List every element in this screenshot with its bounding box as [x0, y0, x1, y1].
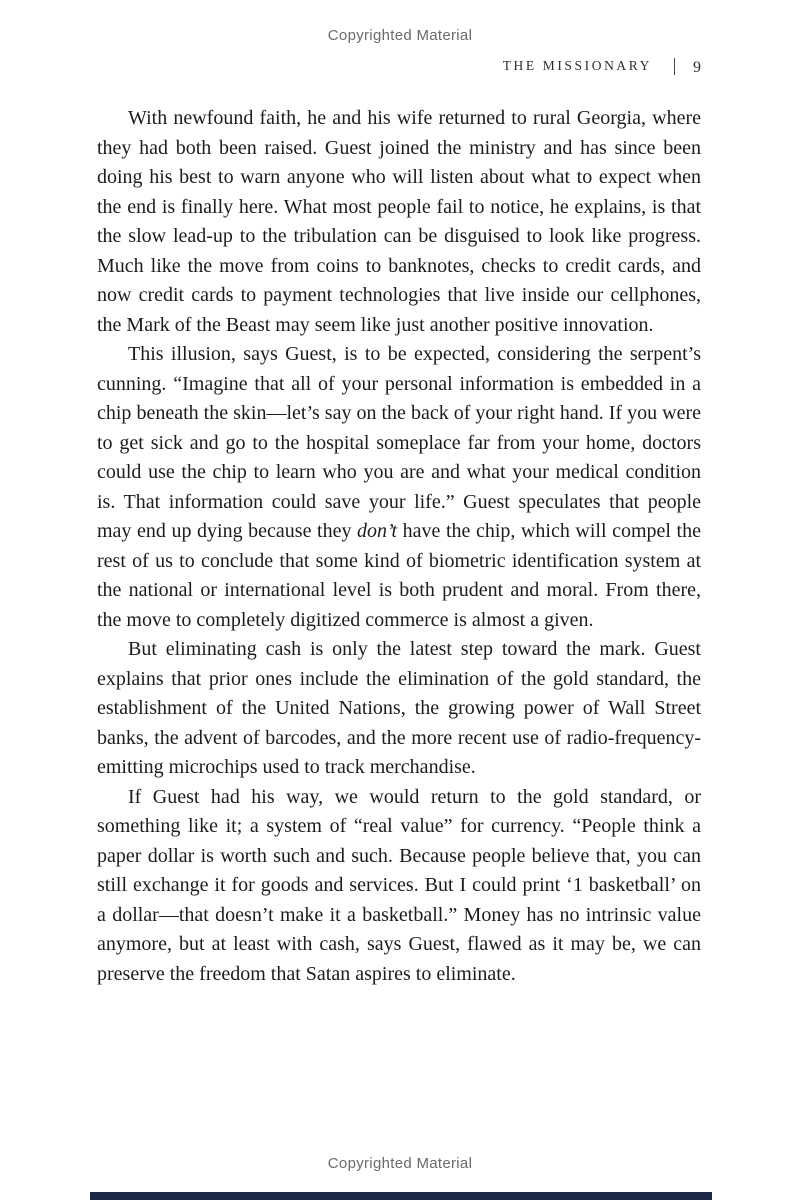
paragraph: With newfound faith, he and his wife returned to rural Georgia, where they had both been raised. Guest joined the ministry and has since been doing his best to warn anyone who will listen about what to expect when the end is finally here. What most people fail to notice, he explains, is that the slow lead-up to the tribulation can be disguised to look like progress. Much like the move from coins to banknotes, checks to credit cards, and now credit cards to payment technologies that live inside our cellphones, the Mark of the Beast may seem like just another positive innovation. — [97, 107, 701, 336]
running-head — [503, 57, 701, 75]
copyright-watermark-bottom: Copyrighted Material — [327, 1155, 473, 1172]
paragraph: If Guest had his way, we would return to the gold standard, or something like it; a system of “real value” for currency. “People think a paper dollar is worth such and such. Because people believe that, you can still exchange it for goods and services. But I could print ‘1 basketball’ on a dollar—that doesn’t make it a basketball.” Money has no intrinsic value anymore, but at least with cash, says Guest, flawed as it may be, we can preserve the freedom that Satan aspires to eliminate. — [97, 785, 701, 985]
copyright-watermark-top: Copyrighted Material — [327, 27, 473, 44]
page-number: 9 — [693, 59, 701, 76]
paragraph: But eliminating cash is only the latest step toward the mark. Guest explains that prior ones include the elimination of the gold standard, the establishment of the United Nations, the growing power of Wall Street banks, the advent of barcodes, and the more recent use of radio-frequency-emitting microchips used to track merchandise. — [97, 638, 701, 778]
running-head-title: THE MISSIONARY — [502, 58, 652, 73]
running-head-separator — [674, 58, 675, 75]
text-block — [97, 104, 701, 989]
scan-edge-bar — [90, 1192, 712, 1200]
paragraph: This illusion, says Guest, is to be expected, considering the serpent’s cunning. “Imagine that all of your personal information is embedded in a chip beneath the skin—let’s say on the back of your right hand. If you were to get sick and go to the hospital someplace far from your home, doctors could use the chip to learn who you are and what your medical condition is. That information could save your life.” Guest speculates that people may end up dying because they don’t have the chip, which will compel the rest of us to conclude that some kind of biometric identification system at the national or international level is both prudent and moral. From there, the move to completely digitized commerce is almost a given. — [97, 343, 701, 631]
